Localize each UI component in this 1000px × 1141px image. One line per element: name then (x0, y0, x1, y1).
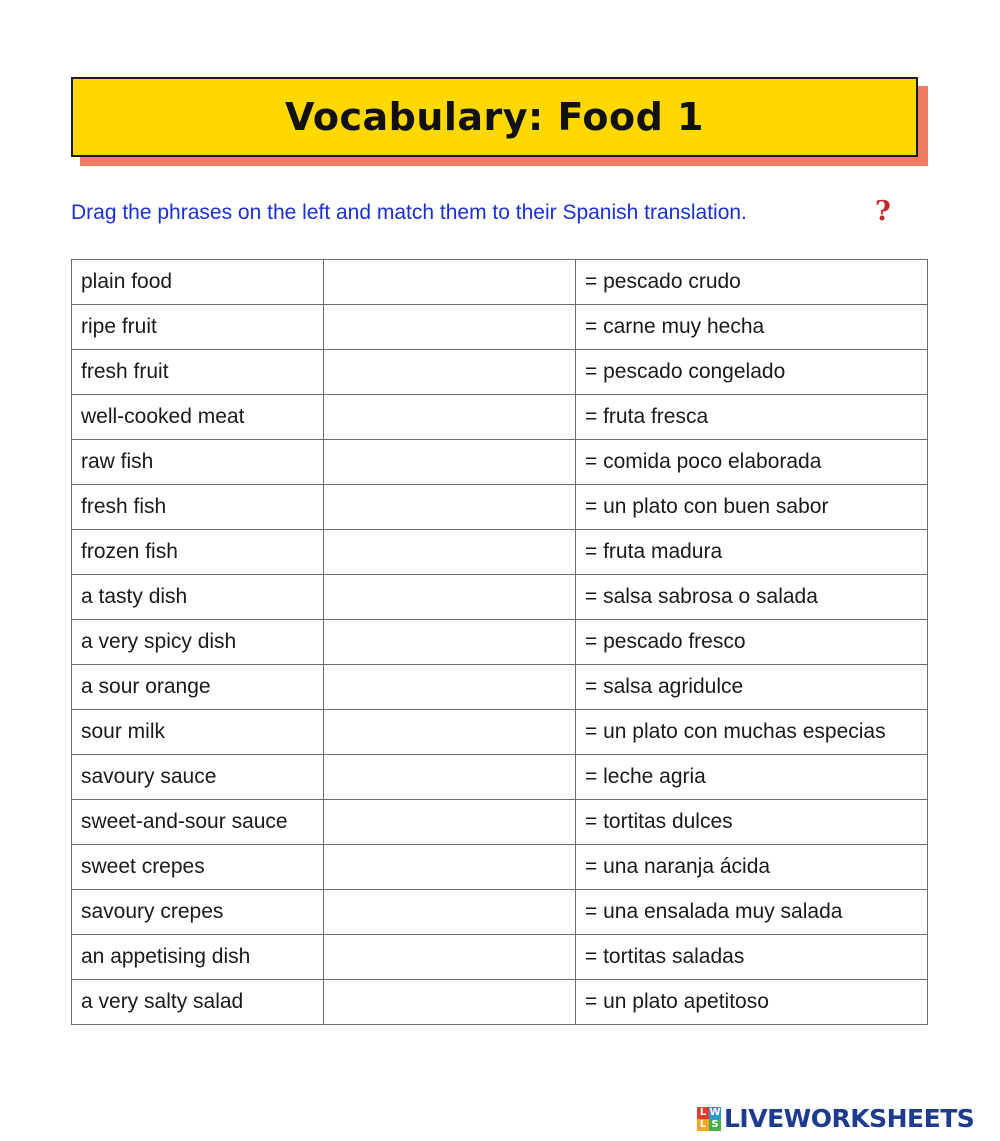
spanish-translation: = una ensalada muy salada (576, 890, 928, 935)
drop-target[interactable] (324, 575, 576, 620)
english-phrase[interactable]: frozen fish (72, 530, 324, 575)
spanish-translation: = fruta madura (576, 530, 928, 575)
logo-tile: L (697, 1107, 709, 1119)
english-phrase[interactable]: sour milk (72, 710, 324, 755)
spanish-translation: = pescado fresco (576, 620, 928, 665)
english-phrase[interactable]: a very salty salad (72, 980, 324, 1025)
drop-target[interactable] (324, 260, 576, 305)
help-question-icon[interactable]: ? (875, 196, 891, 227)
drop-target[interactable] (324, 305, 576, 350)
table-row (72, 935, 928, 980)
spanish-translation: = un plato con buen sabor (576, 485, 928, 530)
table-row (72, 665, 928, 710)
page-title: Vocabulary: Food 1 (285, 95, 704, 139)
spanish-translation: = pescado crudo (576, 260, 928, 305)
table-row (72, 845, 928, 890)
english-phrase[interactable]: well-cooked meat (72, 395, 324, 440)
drop-target[interactable] (324, 620, 576, 665)
logo-text: LIVEWORKSHEETS (724, 1104, 975, 1133)
liveworksheets-logo (697, 1104, 974, 1133)
spanish-translation: = salsa sabrosa o salada (576, 575, 928, 620)
table-row (72, 530, 928, 575)
english-phrase[interactable]: fresh fish (72, 485, 324, 530)
spanish-translation: = un plato apetitoso (576, 980, 928, 1025)
table-row (72, 485, 928, 530)
english-phrase[interactable]: fresh fruit (72, 350, 324, 395)
english-phrase[interactable]: savoury sauce (72, 755, 324, 800)
spanish-translation: = salsa agridulce (576, 665, 928, 710)
drop-target[interactable] (324, 890, 576, 935)
drop-target[interactable] (324, 440, 576, 485)
english-phrase[interactable]: ripe fruit (72, 305, 324, 350)
english-phrase[interactable]: plain food (72, 260, 324, 305)
drop-target[interactable] (324, 845, 576, 890)
english-phrase[interactable]: a very spicy dish (72, 620, 324, 665)
spanish-translation: = fruta fresca (576, 395, 928, 440)
table-row (72, 980, 928, 1025)
table-row (72, 395, 928, 440)
table-row (72, 260, 928, 305)
table-row (72, 890, 928, 935)
spanish-translation: = carne muy hecha (576, 305, 928, 350)
table-row (72, 620, 928, 665)
spanish-translation: = comida poco elaborada (576, 440, 928, 485)
drop-target[interactable] (324, 665, 576, 710)
spanish-translation: = una naranja ácida (576, 845, 928, 890)
table-row (72, 710, 928, 755)
table-row (72, 800, 928, 845)
drop-target[interactable] (324, 395, 576, 440)
title-banner (71, 77, 918, 157)
english-phrase[interactable]: a tasty dish (72, 575, 324, 620)
drop-target[interactable] (324, 485, 576, 530)
table-row (72, 350, 928, 395)
drop-target[interactable] (324, 980, 576, 1025)
english-phrase[interactable]: an appetising dish (72, 935, 324, 980)
matching-table (71, 259, 928, 1025)
spanish-translation: = un plato con muchas especias (576, 710, 928, 755)
drop-target[interactable] (324, 755, 576, 800)
logo-tile: L (697, 1119, 709, 1131)
english-phrase[interactable]: raw fish (72, 440, 324, 485)
table-row (72, 440, 928, 485)
spanish-translation: = tortitas saladas (576, 935, 928, 980)
spanish-translation: = pescado congelado (576, 350, 928, 395)
logo-tile: S (709, 1119, 721, 1131)
english-phrase[interactable]: a sour orange (72, 665, 324, 710)
spanish-translation: = tortitas dulces (576, 800, 928, 845)
drop-target[interactable] (324, 710, 576, 755)
drop-target[interactable] (324, 350, 576, 395)
spanish-translation: = leche agria (576, 755, 928, 800)
logo-tile: W (709, 1106, 721, 1118)
english-phrase[interactable]: sweet-and-sour sauce (72, 800, 324, 845)
table-row (72, 305, 928, 350)
english-phrase[interactable]: savoury crepes (72, 890, 324, 935)
table-row (72, 575, 928, 620)
logo-mark-icon (697, 1107, 721, 1131)
instructions-text: Drag the phrases on the left and match them to their Spanish translation. (71, 201, 747, 224)
drop-target[interactable] (324, 800, 576, 845)
drop-target[interactable] (324, 530, 576, 575)
english-phrase[interactable]: sweet crepes (72, 845, 324, 890)
drop-target[interactable] (324, 935, 576, 980)
table-row (72, 755, 928, 800)
